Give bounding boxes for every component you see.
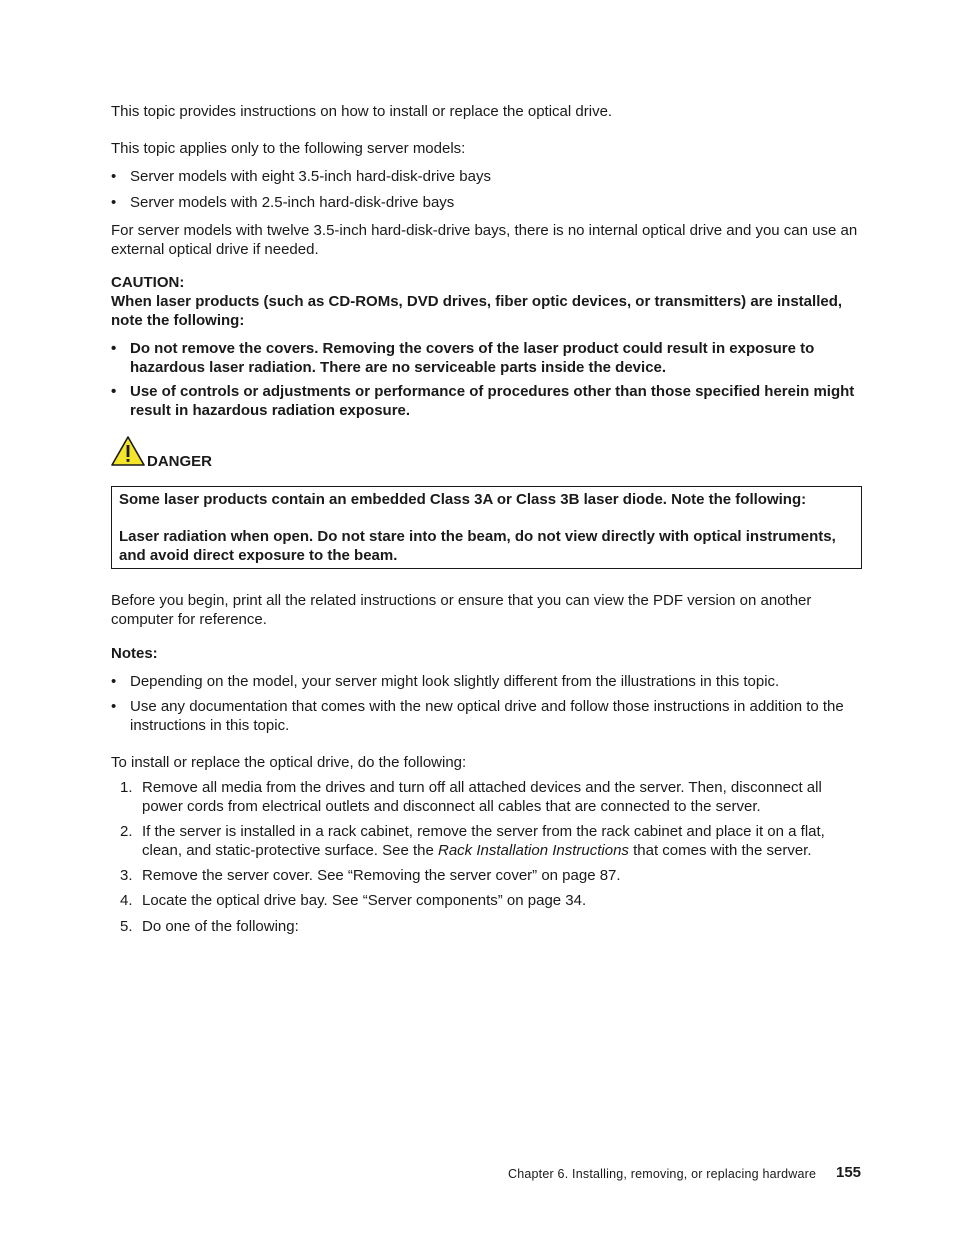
note-item: Depending on the model, your server might look slightly different from the illustrations in this topic. [130,673,780,690]
notes-heading: Notes: [111,645,158,662]
bullet: • [111,340,117,357]
bullet: • [111,194,117,211]
danger-line-2: Laser radiation when open. Do not stare into the beam, do not view directly with optical instruments, and avoid direct exposure to the beam. [119,528,836,564]
step-number: 4. [120,892,133,909]
warning-triangle-icon [111,435,147,467]
step-text-part: that comes with the server. [628,842,812,859]
page-number: 155 [836,1164,862,1181]
caution-item: Do not remove the covers. Removing the covers of the laser product could result in exposure to hazardous laser radiation. There are no serviceable parts inside the device. [130,340,815,376]
step-text [142,822,863,860]
step-text: Locate the optical drive bay. See “Server components” on page 34. [142,892,587,909]
caution-lead: When laser products (such as CD-ROMs, DVD drives, fiber optic devices, or transmitters) are installed, note the following: [111,293,843,329]
step-number: 2. [120,823,133,840]
footer-chapter: Chapter 6. Installing, removing, or replacing hardware [508,1167,817,1181]
step-text: Remove all media from the drives and turn off all attached devices and the server. Then, disconnect all power cords from electrical outlets and disconnect all cables that are connected to the server. [142,779,822,815]
danger-line-1: Some laser products contain an embedded Class 3A or Class 3B laser diode. Note the following: [119,491,807,508]
intro-text: This topic provides instructions on how to install or replace the optical drive. [111,103,613,120]
applies-text: This topic applies only to the following server models: [111,140,466,157]
model-item: Server models with eight 3.5-inch hard-disk-drive bays [130,168,491,185]
model-item: Server models with 2.5-inch hard-disk-drive bays [130,194,455,211]
bullet: • [111,698,117,715]
step-number: 1. [120,779,133,796]
caution-item: Use of controls or adjustments or performance of procedures other than those specified herein might result in hazardous radiation exposure. [130,383,855,419]
danger-label: DANGER [147,453,213,470]
twelve-bay-note: For server models with twelve 3.5-inch hard-disk-drive bays, there is no internal optical drive and you can use an external optical drive if needed. [111,222,858,258]
bullet: • [111,168,117,185]
rack-instructions-title: Rack Installation Instructions [438,842,629,859]
bullet: • [111,673,117,690]
step-text-part: If the server is installed in a rack cabinet, remove the server from the rack cabinet and place it on a flat, clean, and static-protective surface. See the [142,823,825,859]
step-number: 5. [120,918,133,935]
step-text: Do one of the following: [142,918,299,935]
step-text: Remove the server cover. See “Removing the server cover” on page 87. [142,867,621,884]
procedure-intro: To install or replace the optical drive, do the following: [111,754,467,771]
bullet: • [111,383,117,400]
note-item: Use any documentation that comes with the new optical drive and follow those instructions in addition to the instructions in this topic. [130,698,844,734]
step-number: 3. [120,867,133,884]
caution-heading: CAUTION: [111,274,185,291]
before-begin-text: Before you begin, print all the related instructions or ensure that you can view the PDF version on another computer for reference. [111,592,812,628]
